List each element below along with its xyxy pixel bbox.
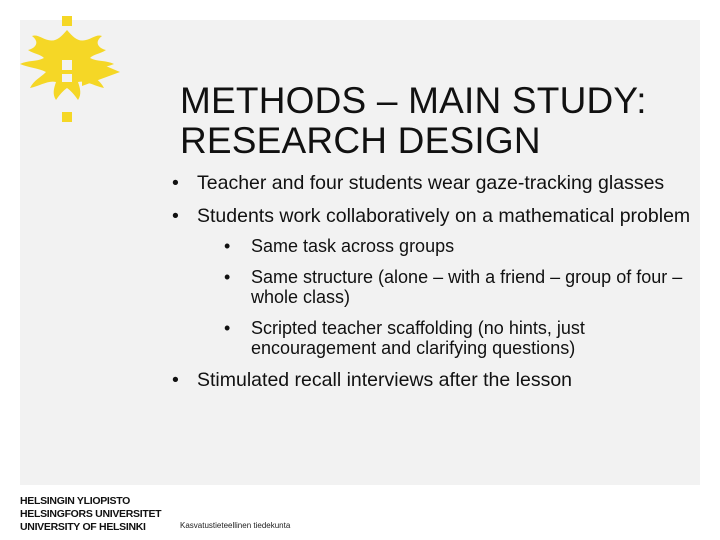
bullet-text: Students work collaboratively on a mathematical problem [197, 205, 691, 227]
bullet-marker: • [172, 369, 179, 391]
faculty-name: Kasvatustieteellinen tiedekunta [180, 521, 291, 530]
slide-title-line-1: METHODS – MAIN STUDY: [180, 79, 647, 121]
bullet-marker: • [172, 172, 179, 194]
university-flame-logo-icon [12, 16, 134, 126]
bullet-item [172, 172, 702, 194]
bullet-item [172, 369, 702, 391]
sub-bullet-text: Same task across groups [251, 236, 455, 256]
sub-bullet-item [222, 318, 702, 358]
sub-bullet-text: Same structure (alone – with a friend – group of four – whole class) [251, 267, 683, 307]
bullet-list [172, 172, 702, 402]
university-name [20, 495, 161, 534]
university-name-en: UNIVERSITY OF HELSINKI [20, 521, 146, 533]
sub-bullet-marker: • [224, 236, 231, 256]
bullet-text: Stimulated recall interviews after the lesson [197, 369, 573, 391]
university-name-sv: HELSINGFORS UNIVERSITET [20, 508, 162, 520]
bullet-item [172, 205, 702, 358]
sub-bullet-list [197, 236, 702, 358]
sub-bullet-marker: • [224, 267, 231, 287]
university-name-fi: HELSINGIN YLIOPISTO [20, 495, 131, 507]
bullet-text: Teacher and four students wear gaze-tracking glasses [197, 172, 665, 194]
sub-bullet-marker: • [224, 318, 231, 338]
sub-bullet-text: Scripted teacher scaffolding (no hints, just encouragement and clarifying questions) [251, 318, 585, 358]
slide-title [180, 81, 700, 161]
slide-title-line-2: RESEARCH DESIGN [180, 119, 541, 161]
sub-bullet-item [222, 267, 702, 307]
bullet-marker: • [172, 205, 179, 227]
sub-bullet-item [222, 236, 702, 256]
